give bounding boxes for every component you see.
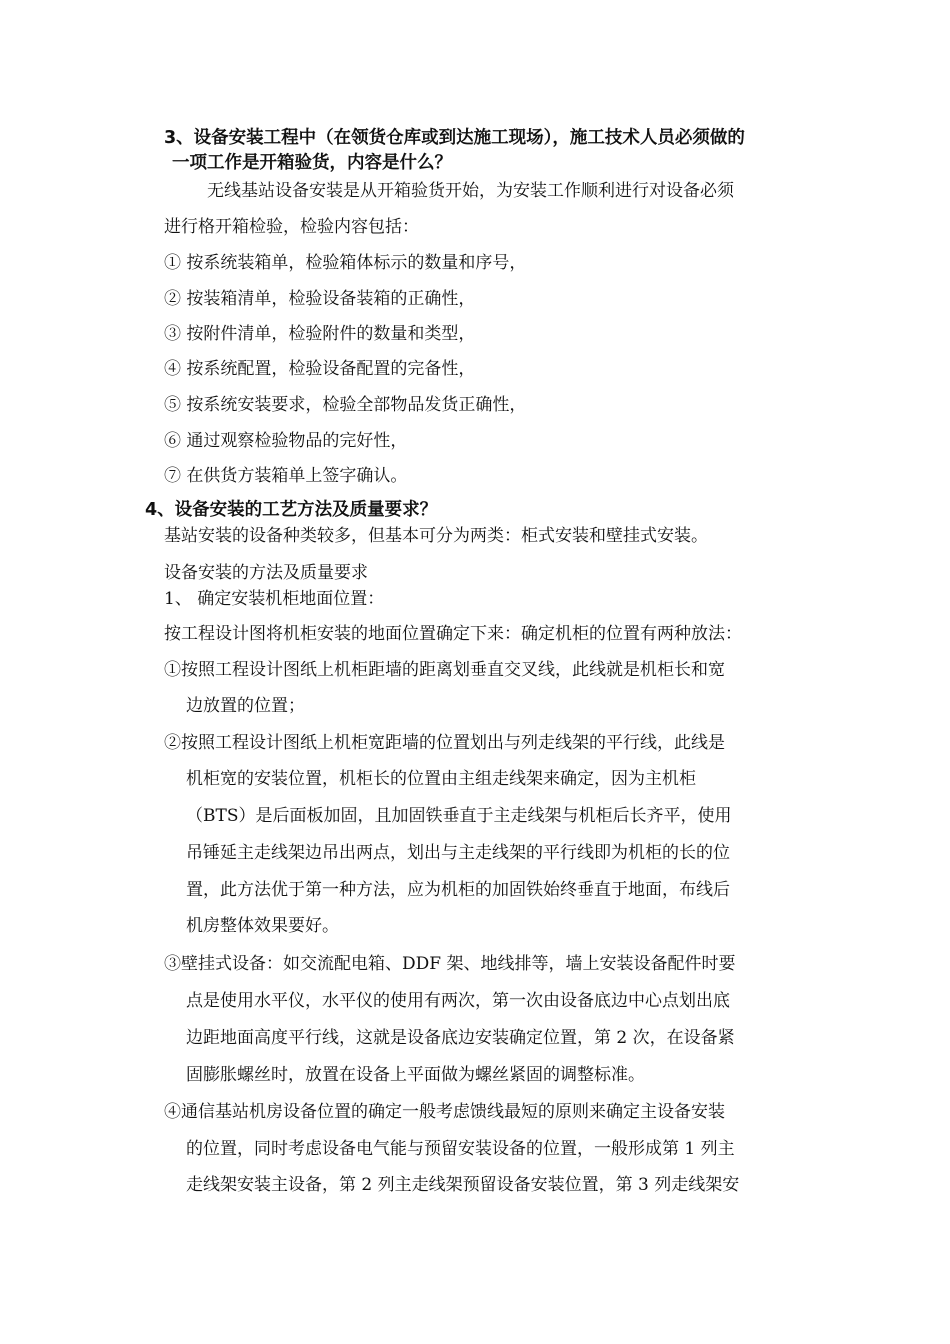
q4-paragraph-2: 设备安装的方法及质量要求 <box>164 563 368 583</box>
q3-check-item: ⑤ 按系统安装要求，检验全部物品发货正确性， <box>164 395 527 415</box>
method-3-line: 固膨胀螺丝时，放置在设备上平面做为螺丝紧固的调整标准。 <box>186 1065 645 1085</box>
q4-paragraph-1: 基站安装的设备种类较多，但基本可分为两类：柜式安装和壁挂式安装。 <box>164 526 708 546</box>
method-1-line: 边放置的位置； <box>186 696 305 716</box>
q4-heading: 4、设备安装的工艺方法及质量要求？ <box>145 500 438 520</box>
q3-intro-line2: 进行格开箱检验，检验内容包括： <box>164 217 419 237</box>
q3-check-item: ② 按装箱清单，检验设备装箱的正确性， <box>164 289 476 309</box>
method-4-line: 的位置，同时考虑设备电气能与预留安装设备的位置，一般形成第 1 列主 <box>186 1139 735 1159</box>
q4-paragraph-3: 按工程设计图将机柜安装的地面位置确定下来：确定机柜的位置有两种放法： <box>164 624 742 644</box>
q3-intro-line1: 无线基站设备安装是从开箱验货开始，为安装工作顺利进行对设备必须 <box>207 181 734 201</box>
q4-step-1: 1、 确定安装机柜地面位置： <box>164 589 385 609</box>
q3-heading-line2: 一项工作是开箱验货，内容是什么？ <box>172 153 452 173</box>
method-2-line: 吊锤延主走线架边吊出两点，划出与主走线架的平行线即为机柜的长的位 <box>186 843 730 863</box>
q3-check-item: ① 按系统装箱单，检验箱体标示的数量和序号， <box>164 253 527 273</box>
method-4-line: 走线架安装主设备，第 2 列主走线架预留设备安装位置，第 3 列走线架安 <box>186 1175 740 1195</box>
method-1-line: ①按照工程设计图纸上机柜距墙的距离划垂直交叉线，此线就是机柜长和宽 <box>164 660 725 680</box>
q3-check-item: ⑦ 在供货方装箱单上签字确认。 <box>164 466 408 486</box>
method-4-line: ④通信基站机房设备位置的确定一般考虑馈线最短的原则来确定主设备安装 <box>164 1102 725 1122</box>
method-2-line: 机房整体效果要好。 <box>186 916 339 936</box>
method-3-line: 点是使用水平仪，水平仪的使用有两次，第一次由设备底边中心点划出底 <box>186 991 730 1011</box>
method-3-line: ③壁挂式设备：如交流配电箱、DDF 架、地线排等，墙上安装设备配件时要 <box>164 954 736 974</box>
q3-heading-line1: 3、设备安装工程中（在领货仓库或到达施工现场），施工技术人员必须做的 <box>164 128 745 148</box>
method-2-line: 机柜宽的安装位置，机柜长的位置由主组走线架来确定，因为主机柜 <box>186 769 696 789</box>
method-3-line: 边距地面高度平行线，这就是设备底边安装确定位置，第 2 次，在设备紧 <box>186 1028 735 1048</box>
method-2-line: 置，此方法优于第一种方法，应为机柜的加固铁始终垂直于地面，布线后 <box>186 880 730 900</box>
q3-check-item: ⑥ 通过观察检验物品的完好性， <box>164 431 408 451</box>
q3-check-item: ③ 按附件清单，检验附件的数量和类型， <box>164 324 476 344</box>
method-2-line: ②按照工程设计图纸上机柜宽距墙的位置划出与列走线架的平行线，此线是 <box>164 733 725 753</box>
q3-check-item: ④ 按系统配置，检验设备配置的完备性， <box>164 359 476 379</box>
method-2-line: （BTS）是后面板加固，且加固铁垂直于主走线架与机柜后长齐平，使用 <box>186 806 732 826</box>
